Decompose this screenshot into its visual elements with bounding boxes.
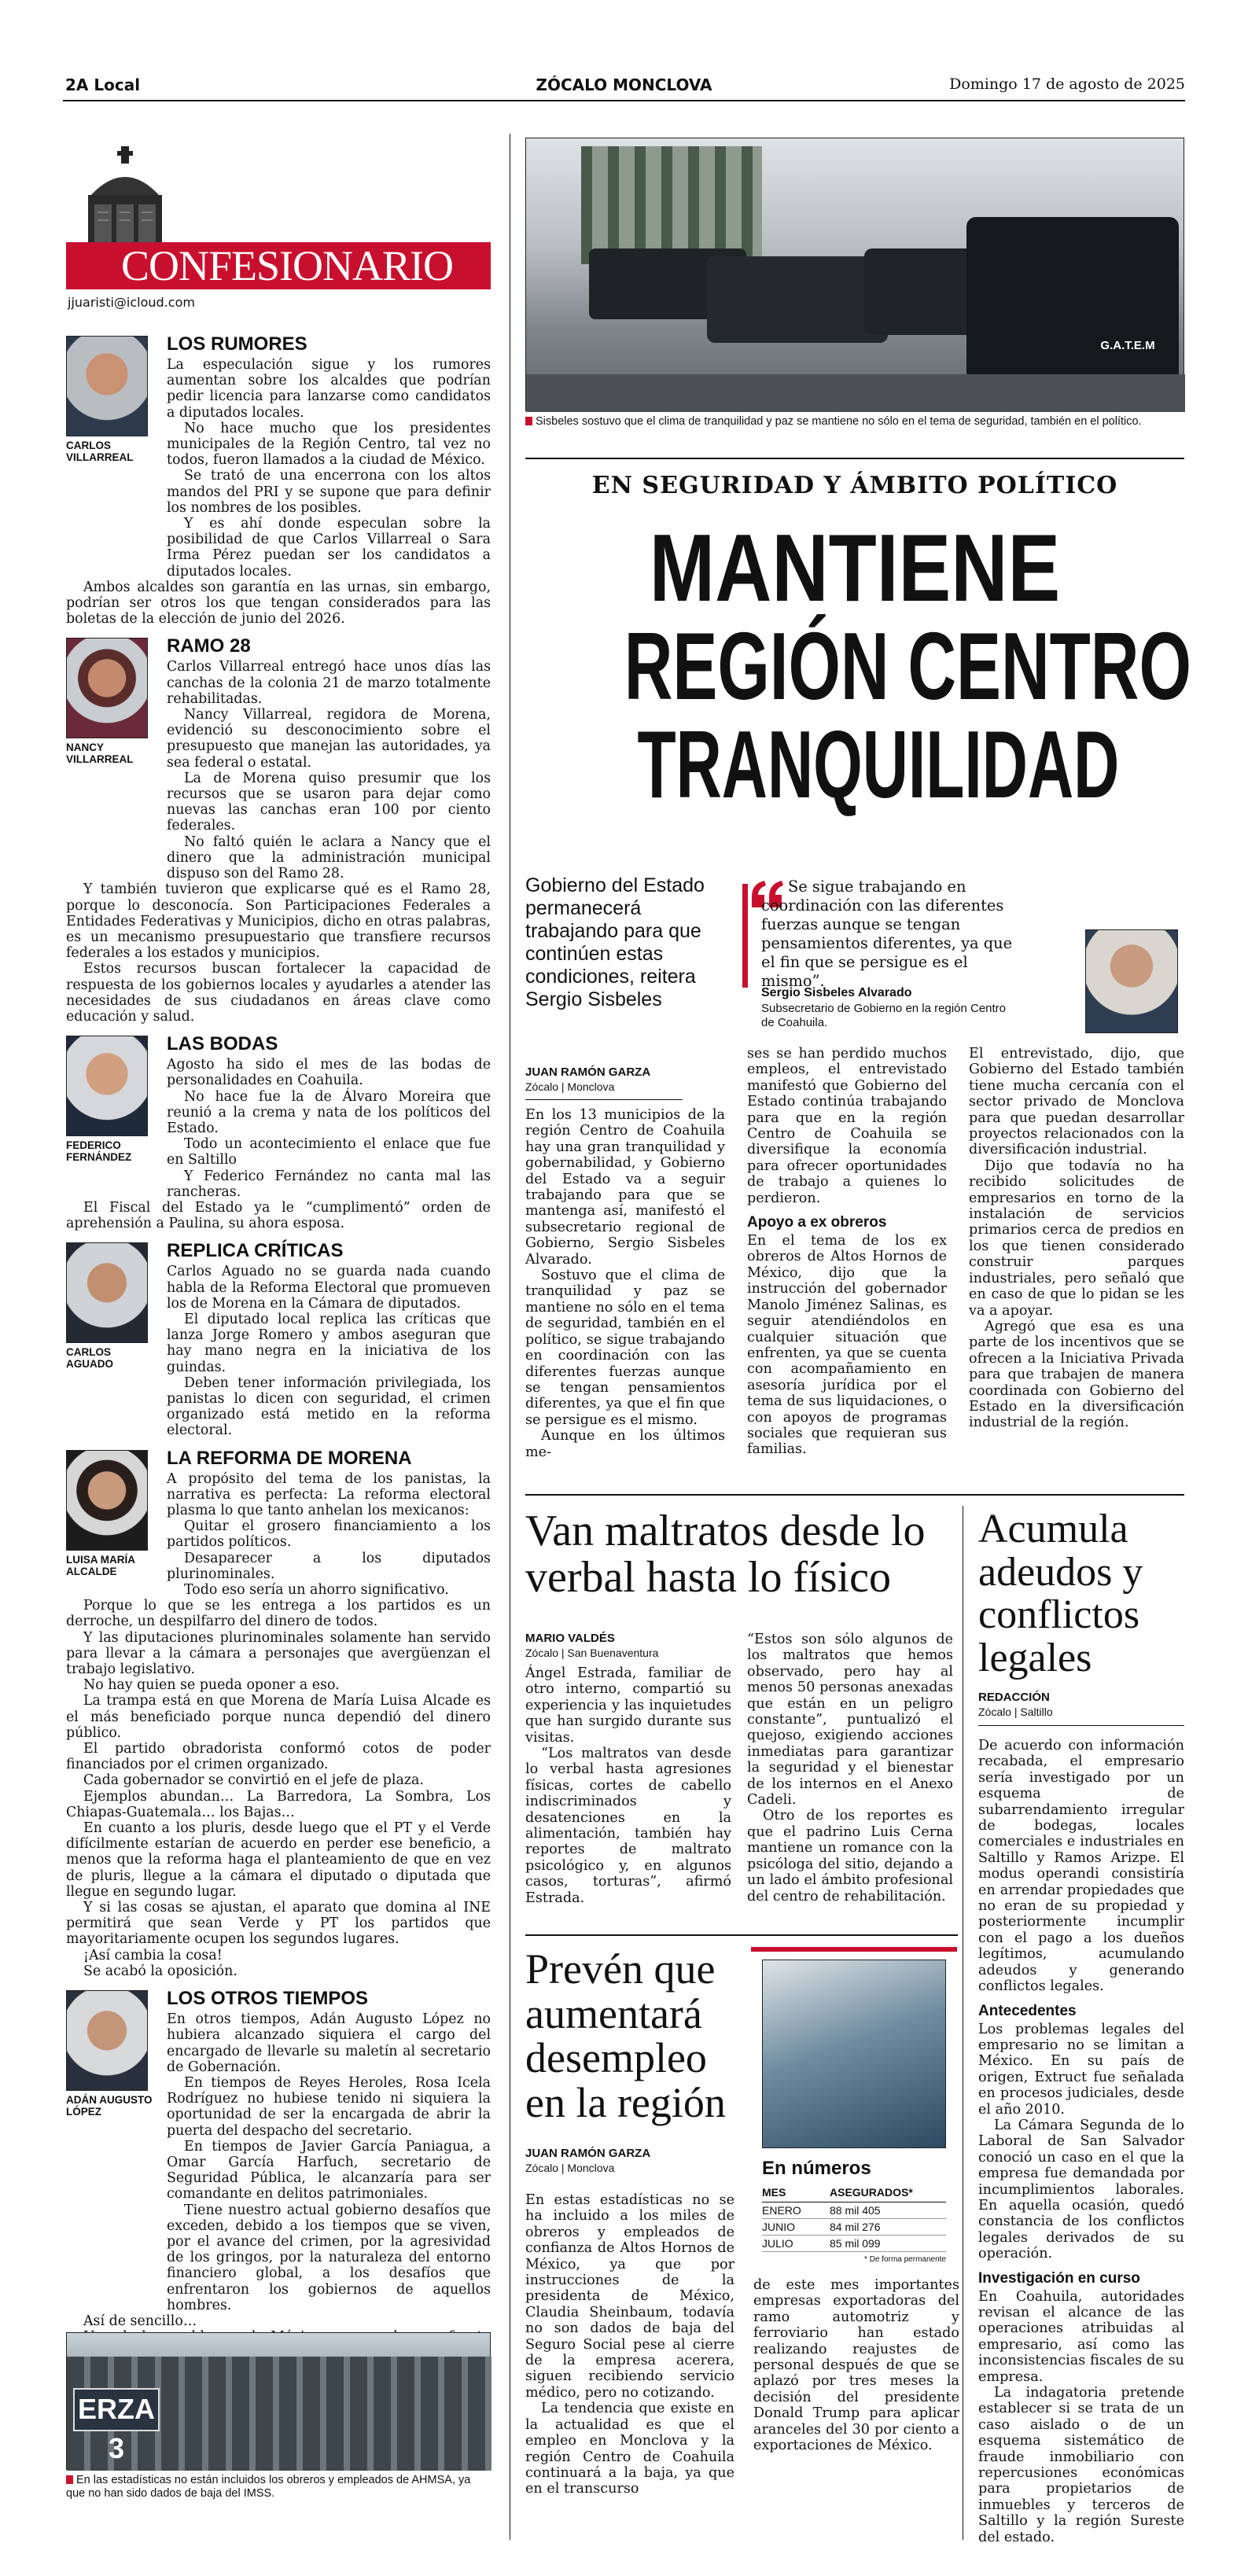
section-paragraph: Ambos alcaldes son garantía en las urnas, sin embargo, podrían ser otros los que tengan considerados para las boletas de la elección de junio del 2026.	[66, 579, 491, 627]
section-label: 2A Local	[65, 75, 141, 94]
row-value: 85 mil 099	[830, 2237, 881, 2250]
section-paragraph: Tiene nuestro actual gobierno desafíos que exceden, debido a los tiempos que se viven, por el avance del crimen, por la agresividad de los gringos, por la naturaleza del entorno financiero global, a los desafíos que enfrentaron los gobiernos de aquellos hombres.	[167, 2202, 491, 2313]
section-paragraph: Ejemplos abundan… La Barredora, La Sombra, Los Chiapas-Guatemala… los Bajas…	[66, 1788, 491, 1820]
desempleo-col-1	[525, 2192, 734, 2497]
section-paragraph: Carlos Aguado no se guarda nada cuando habla de la Reforma Electoral que promueven los de Morena en la Cámara de diputados.	[167, 1264, 491, 1312]
section-paragraph: Cada gobernador se convirtió en el jefe de plaza.	[83, 1772, 424, 1789]
main-deck: Gobierno del Estado permanecerá trabajando para que continúen estas condiciones, reitera Sergio Sisbeles	[525, 874, 705, 1010]
quote-role: Subsecretario de Gobierno en la región Centro de Coahuila.	[761, 1002, 1007, 1029]
section-heading: LOS RUMORES	[167, 333, 307, 355]
main-col-2	[747, 1046, 947, 1458]
headline-line-3: TRANQUILIDAD	[637, 711, 1120, 818]
columnist-subject-portrait	[66, 336, 148, 436]
maltratos-paragraph: “Los maltratos van desde lo verbal hasta agresiones físicas, cortes de cabello indiscriminados y desatenciones en la alimentación, también hay reportes de maltrato psicológico y, en algunos casos, torturas”, afirmó Estrada.	[525, 1746, 731, 1906]
section-paragraph: El partido obradorista conformó cotos de poder financiados por el crimen organizado.	[66, 1741, 491, 1773]
desempleo-paragraph: de este mes importantes empresas exportadoras del ramo automotriz y ferroviario han estado realizando reajustes de personal después de que se aplazó por tres meses la decisión del presidente Donald Trump para aplicar aranceles del 30 por ciento a exportaciones de México.	[753, 2277, 959, 2454]
header-rule	[63, 100, 1185, 101]
headline-line-1: MANTIENE	[649, 514, 1061, 621]
main-paragraph: Aunque en los últimos me-	[525, 1428, 725, 1460]
section-paragraph: La de Morena quiso presumir que los recursos que se usaron para dejar como nuevas las canchas eran 100 por ciento federales.	[167, 770, 491, 834]
section-paragraph: El Fiscal del Estado ya le “cumplimentó” orden de aprehensión a Paulina, su ahora esposa.	[66, 1199, 491, 1232]
quote-name: Sergio Sisbeles Alvarado	[761, 986, 912, 999]
section-paragraph: Y Federico Fernández no canta mal las rancheras.	[167, 1168, 491, 1200]
paper-name: ZÓCALO MONCLOVA	[536, 75, 712, 94]
adeudos-headline: Acumula adeudos y conflictos legales	[978, 1507, 1143, 1680]
maltratos-paragraph: Ángel Estrada, familiar de otro interno, compartió su experiencia y las inquietudes que han surgido durante sus visitas.	[525, 1665, 731, 1746]
confesionario-section	[66, 636, 491, 1025]
main-col-3	[969, 1046, 1184, 1431]
section-heading: LOS OTROS TIEMPOS	[167, 1988, 369, 2010]
section-paragraph: Porque lo que se les entrega a los partidos es un derroche, un despilfarro del dinero de todos.	[66, 1598, 491, 1630]
main-paragraph: Agregó que esa es una parte de los incentivos que se ofrecen a la Iniciativa Privada para que trabajen de manera coordinada con Gobierno del Estado en la diversificación industrial de la región.	[969, 1318, 1184, 1431]
maltratos-bottom-rule	[525, 1934, 958, 1936]
truck-logo: G.A.T.E.M	[1100, 339, 1155, 352]
main-story-photo	[525, 138, 1184, 411]
main-paragraph: En los 13 municipios de la región Centro de Coahuila hay una gran tranquilidad y gobernabilidad, y Gobierno del Estado va a seguir trabajando para que se mantenga así, manifestó el subsecretario regional de Gobierno, Sergio Sisbeles Alvarado.	[525, 1107, 725, 1268]
portrait-name: NANCY VILLARREAL	[66, 742, 134, 766]
subhead-antecedentes: Antecedentes	[978, 2002, 1077, 2019]
confesionario-title: CONFESIONARIO	[121, 242, 454, 289]
section-paragraph: Nancy Villarreal, regidora de Morena, evidenció su desconocimiento sobre el presupuesto que manejan las autoridades, ya sea federal o estatal.	[167, 707, 491, 771]
section-paragraph: Estos recursos buscan fortalecer la capacidad de respuesta de los gobiernos locales y ayudarles a atender las necesidades de sus ciudadanos en áreas clave como educación y salud.	[66, 961, 491, 1025]
section-paragraph: No faltó quién le aclara a Nancy que el dinero que la administración municipal dispuso son del Ramo 28.	[167, 834, 491, 882]
main-photo-caption: Sisbeles sostuvo que el clima de tranquilidad y paz se mantiene no sólo en el tema de seguridad, también en el político.	[525, 415, 1184, 429]
byline-rule	[525, 1099, 683, 1100]
pull-quote	[739, 874, 1184, 1040]
columnist-email: jjuaristi@icloud.com	[68, 295, 195, 310]
adeudos-paragraph: En Coahuila, autoridades revisan el alcance de las operaciones atribuidas al empresario, así como las inconsistencias fiscales de su empresa.	[978, 2288, 1184, 2385]
section-paragraph: Y es ahí donde especulan sobre la posibilidad de que Carlos Villarreal o Sara Irma Pérez puedan ser los candidatos a diputados locales.	[167, 516, 491, 580]
quote-text: Se sigue trabajando en coordinación con las diferentes fuerzas aunque se tengan pensamientos diferentes, ya que el fin que se persigue es el mismo”.	[761, 878, 1013, 990]
main-top-rule	[525, 458, 1184, 459]
columnist-subject-portrait	[66, 1036, 148, 1136]
adeudos-byline: REDACCIÓN Zócalo | Saltillo	[978, 1691, 1053, 1718]
section-heading: RAMO 28	[167, 635, 251, 657]
section-paragraph: El diputado local replica las críticas que lanza Jorge Romero y ambos aseguran que hay mano negra en la iniciativa de los guindas.	[167, 1311, 491, 1375]
worker-photo	[762, 1960, 946, 2148]
numbers-title: En números	[762, 2158, 871, 2179]
section-paragraph: Carlos Villarreal entregó hace unos días las canchas de la colonia 21 de marzo totalmente rehabilitadas.	[167, 659, 491, 707]
numbers-row	[762, 2202, 946, 2219]
confesionario-body	[66, 334, 491, 2371]
ahmsa-photo-caption: En las estadísticas no están incluidos los obreros y empleados de AHMSA, ya que no han sido dados de baja del IMSS.	[66, 2474, 471, 2500]
maltratos-col-2	[747, 1632, 953, 1904]
section-paragraph: Quitar el grosero financiamiento a los partidos políticos.	[167, 1518, 491, 1551]
section-paragraph: En otros tiempos, Adán Augusto López no hubiera alcanzado siquiera el cargo del encargado de llevarle su maletín al secretario de Gobernación.	[167, 2011, 491, 2075]
mid-rule	[525, 1494, 1184, 1496]
page-date: Domingo 17 de agosto de 2025	[949, 75, 1185, 93]
numbers-table	[762, 2186, 946, 2264]
section-paragraph: La trampa está en que Morena de María Luisa Alcade es el más beneficiado porque nunca dependió del dinero público.	[66, 1693, 491, 1741]
desempleo-col-2	[753, 2277, 959, 2453]
section-paragraph: No hace fue la de Álvaro Moreira que reunió a la crema y nata de los políticos del Estado.	[167, 1088, 491, 1136]
adeudos-paragraph: Los problemas legales del empresario no se limitan a México. En su país de origen, Extruct fue señalada en procesos judiciales, desde el año 2010.	[978, 2021, 1184, 2118]
maltratos-paragraph: “Estos son sólo algunos de los maltratos que hemos observado, pero hay al menos 50 personas anexadas que están en un peligro constante”, puntualizó el quejoso, exigiendo acciones inmediatas para garantizar la seguridad y el bienestar de los internos en el Anexo Cadeli.	[747, 1632, 953, 1809]
confesionario-section	[66, 1241, 491, 1438]
maltratos-paragraph: Otro de los reportes es que el padrino Luis Cerna mantiene un romance con la psicóloga del sitio, dejando a un lado el ámbito profesional del centro de rehabilitación.	[747, 1808, 953, 1904]
desempleo-paragraph: En estas estadísticas no se ha incluido a los miles de obreros y empleados de confianza de Altos Hornos de México, ya que por instrucciones de la presidenta de México, Claudia Sheinbaum, todavía no son dados de baja del Seguro Social pese al cierre de la empresa acerera, siguen recibiendo servicio médico, pero no cotizando.	[525, 2192, 734, 2401]
section-heading: LAS BODAS	[167, 1033, 278, 1055]
section-paragraph: A propósito del tema de los panistas, la narrativa es perfecta: La reforma electoral plasma lo que tanto anhelan los mexicanos:	[167, 1470, 491, 1518]
section-paragraph: Y las diputaciones plurinominales solamente han servido para llevar a la cámara a personajes que avergüenzan el trabajo legislativo.	[66, 1629, 491, 1678]
portrait-name: ADÁN AUGUSTO LÓPEZ	[66, 2094, 153, 2118]
section-paragraph: La especulación sigue y los rumores aumentan sobre los alcaldes que podrían pedir licencia para lanzarse como candidatos a diputados locales.	[167, 357, 491, 421]
section-paragraph: En cuanto a los pluris, desde luego que el PT y el Verde difícilmente estarían de acuerdo en perder ese beneficio, a menos que la reforma haga el planteamiento de que en vez de pluris, llegue a la cámara el diputado o diputada que llegue en segundo lugar.	[66, 1820, 491, 1900]
section-paragraph: Y si las cosas se ajustan, el aparato que domina al INE permitirá que sean Verde y PT los partidos que mayoritariamente ocupen los segundos lugares.	[66, 1900, 491, 1948]
main-paragraph: El entrevistado, dijo, que Gobierno del Estado también tiene mucha cercanía con el sector privado de Monclova para que puedan desarrollar proyectos relacionados con la diversificación industrial.	[969, 1046, 1184, 1158]
adeudos-paragraph: La indagatoria pretende establecer si se trata de un caso aislado o de un esquema sistemático de fraude inmobiliario con repercusiones económicas para propietarios de inmuebles y terceros de Saltillo y la región Sureste del estado.	[978, 2385, 1184, 2545]
desempleo-paragraph: La tendencia que existe en la actualidad es que el empleo en Monclova y la región Centro de Coahuila continuará a la baja, ya que en el transcurso	[525, 2401, 734, 2497]
adeudos-rule	[978, 1725, 1184, 1726]
portrait-name: LUISA MARÍA ALCALDE	[66, 1553, 135, 1577]
confesionario-section	[66, 1989, 491, 2361]
col-mes: MES	[762, 2186, 786, 2199]
ahmsa-plant-photo	[66, 2332, 491, 2470]
section-heading: REPLICA CRÍTICAS	[167, 1240, 344, 1262]
columnist-subject-portrait	[66, 1242, 148, 1343]
portrait-name: FEDERICO FERNÁNDEZ	[66, 1139, 132, 1164]
section-paragraph: Agosto ha sido el mes de las bodas de personalidades en Coahuila.	[167, 1057, 491, 1089]
portrait-name: CARLOS AGUADO	[66, 1346, 113, 1371]
confesionario-logo	[66, 142, 491, 307]
section-paragraph: No hay quien se pueda oponer a eso.	[83, 1677, 340, 1694]
section-paragraph: Desaparecer a los diputados plurinominales.	[167, 1550, 491, 1582]
confesionario-section	[66, 334, 491, 627]
main-paragraph: Sostuvo que el clima de tranquilidad y paz se mantiene no sólo en el tema de seguridad, también en el político, se sigue trabajando en coordinación con las diferentes fuerzas aunque se tengan pensamientos diferentes, ya que el fin que se persigue es el mismo.	[525, 1268, 725, 1428]
main-byline: JUAN RAMÓN GARZA Zócalo | Monclova	[525, 1065, 651, 1093]
section-paragraph: Así de sencillo…	[83, 2313, 197, 2329]
maltratos-byline: MARIO VALDÉS Zócalo | San Buenaventura	[525, 1632, 659, 1659]
section-paragraph: En tiempos de Javier García Paniagua, a Omar García Harfuch, secretario de Seguridad Pública, le alcanzaría para ser comandante en delitos patrimoniales.	[167, 2138, 491, 2202]
main-kicker: EN SEGURIDAD Y ÁMBITO POLÍTICO	[591, 472, 1118, 499]
numbers-note: * De forma permanente	[864, 2255, 946, 2264]
columnist-subject-portrait	[66, 638, 148, 738]
section-paragraph: Deben tener información privilegiada, los panistas lo dicen con seguridad, el crimen organizado está metido en la reforma electoral.	[167, 1374, 491, 1439]
section-paragraph: En tiempos de Reyes Heroles, Rosa Icela Rodríguez no hubiese tenido ni siquiera la oportunidad de ser la encargada de abrir la puerta del despacho del secretario.	[167, 2074, 491, 2139]
row-value: 84 mil 276	[830, 2221, 881, 2233]
subhead-investigacion: Investigación en curso	[978, 2269, 1140, 2287]
ahmsa-sign: ERZA 3	[73, 2388, 160, 2431]
section-paragraph: Se acabó la oposición.	[83, 1963, 237, 1979]
adeudos-body	[978, 1738, 1184, 2545]
main-paragraph: Dijo que todavía no ha recibido solicitudes de empresarios en torno de la instalación de servicios primarios cerca de predios en los que tienen considerado construir parques industriales, pero señaló que en caso de que lo pidan se les va a apoyar.	[969, 1157, 1184, 1319]
section-paragraph: Todo eso sería un ahorro significativo.	[184, 1582, 449, 1599]
subhead-apoyo: Apoyo a ex obreros	[747, 1214, 887, 1231]
numbers-box	[751, 1947, 957, 2269]
desempleo-headline: Prevén que aumentará desempleo en la región	[525, 1945, 726, 2127]
section-paragraph: ¡Así cambia la cosa!	[83, 1947, 223, 1963]
col-asegurados: ASEGURADOS*	[830, 2186, 913, 2199]
confesionario-section	[66, 1034, 491, 1231]
headline-line-2: REGIÓN CENTRO	[624, 613, 1191, 719]
maltratos-headline: Van maltratos desde lo verbal hasta lo físico	[525, 1507, 926, 1602]
columnist-subject-portrait	[66, 1450, 148, 1551]
section-paragraph: No hace mucho que los presidentes municipales de la Región Centro, tal vez no todos, fueron llamados a la ciudad de México.	[167, 420, 491, 469]
numbers-row	[762, 2236, 946, 2252]
maltratos-col-1	[525, 1665, 731, 1906]
section-paragraph: Todo un acontecimiento el enlace que fue en Saltillo	[167, 1136, 491, 1168]
adeudos-paragraph: De acuerdo con información recabada, el empresario sería investigado por un esquema de subarrendamiento irregular de bodegas, locales comerciales e industriales en Saltillo y Ramos Arizpe. El modus operandi consistiría en arrendar propiedades que no eran de su propiedad y posteriormente incumplir con el pago a los dueños legítimos, acumulando adeudos y generando conflictos legales.	[978, 1738, 1184, 1995]
columnist-subject-portrait	[66, 1990, 148, 2091]
adeudos-paragraph: La Cámara Segunda de lo Laboral de San Salvador conoció un caso en el que la empresa fue demandada por incumplimientos laborales. En aquella ocasión, quedó constancia de los conflictos legales derivados de su operación.	[978, 2117, 1184, 2262]
sisbeles-portrait	[1085, 929, 1178, 1033]
numbers-row	[762, 2219, 946, 2236]
section-paragraph: Y también tuvieron que explicarse qué es el Ramo 28, porque lo desconocía. Son Participaciones Federales a Entidades Federativas y Municipios, dicho en otras palabras, es un mecanismo presupuestario que transfiere recursos federales a los estados y municipios.	[66, 881, 491, 962]
row-month: ENERO	[762, 2204, 801, 2217]
row-value: 88 mil 405	[830, 2204, 881, 2217]
row-month: JULIO	[762, 2237, 793, 2250]
section-paragraph: Se trató de una encerrona con los altos mandos del PRI y se supone que para definir los nombres de los posibles.	[167, 468, 491, 516]
main-headline	[525, 514, 1191, 818]
desempleo-byline: JUAN RAMÓN GARZA Zócalo | Monclova	[525, 2147, 651, 2174]
main-paragraph: ses se han perdido muchos empleos, el entrevistado manifestó que Gobierno del Estado continúa trabajando para que en la región Centro de Coahuila se diversifique la economía para ofrecer oportunidades de trabajo a quienes lo perdieron.	[747, 1046, 947, 1206]
main-col-1	[525, 1107, 725, 1460]
main-paragraph: En el tema de los ex obreros de Altos Hornos de México, dijo que la instrucción del gobernador Manolo Jiménez Salinas, es seguir atendiéndolos en cualquier situación que enfrenten, ya que se cuenta con acompañamiento en asesoría jurídica por el tema de sus liquidaciones, o con apoyos de programas sociales que requieran sus familias.	[747, 1233, 947, 1458]
section-heading: LA REFORMA DE MORENA	[167, 1447, 412, 1469]
row-month: JUNIO	[762, 2221, 795, 2233]
portrait-name: CARLOS VILLARREAL	[66, 440, 134, 463]
confesionario-section	[66, 1448, 491, 1980]
